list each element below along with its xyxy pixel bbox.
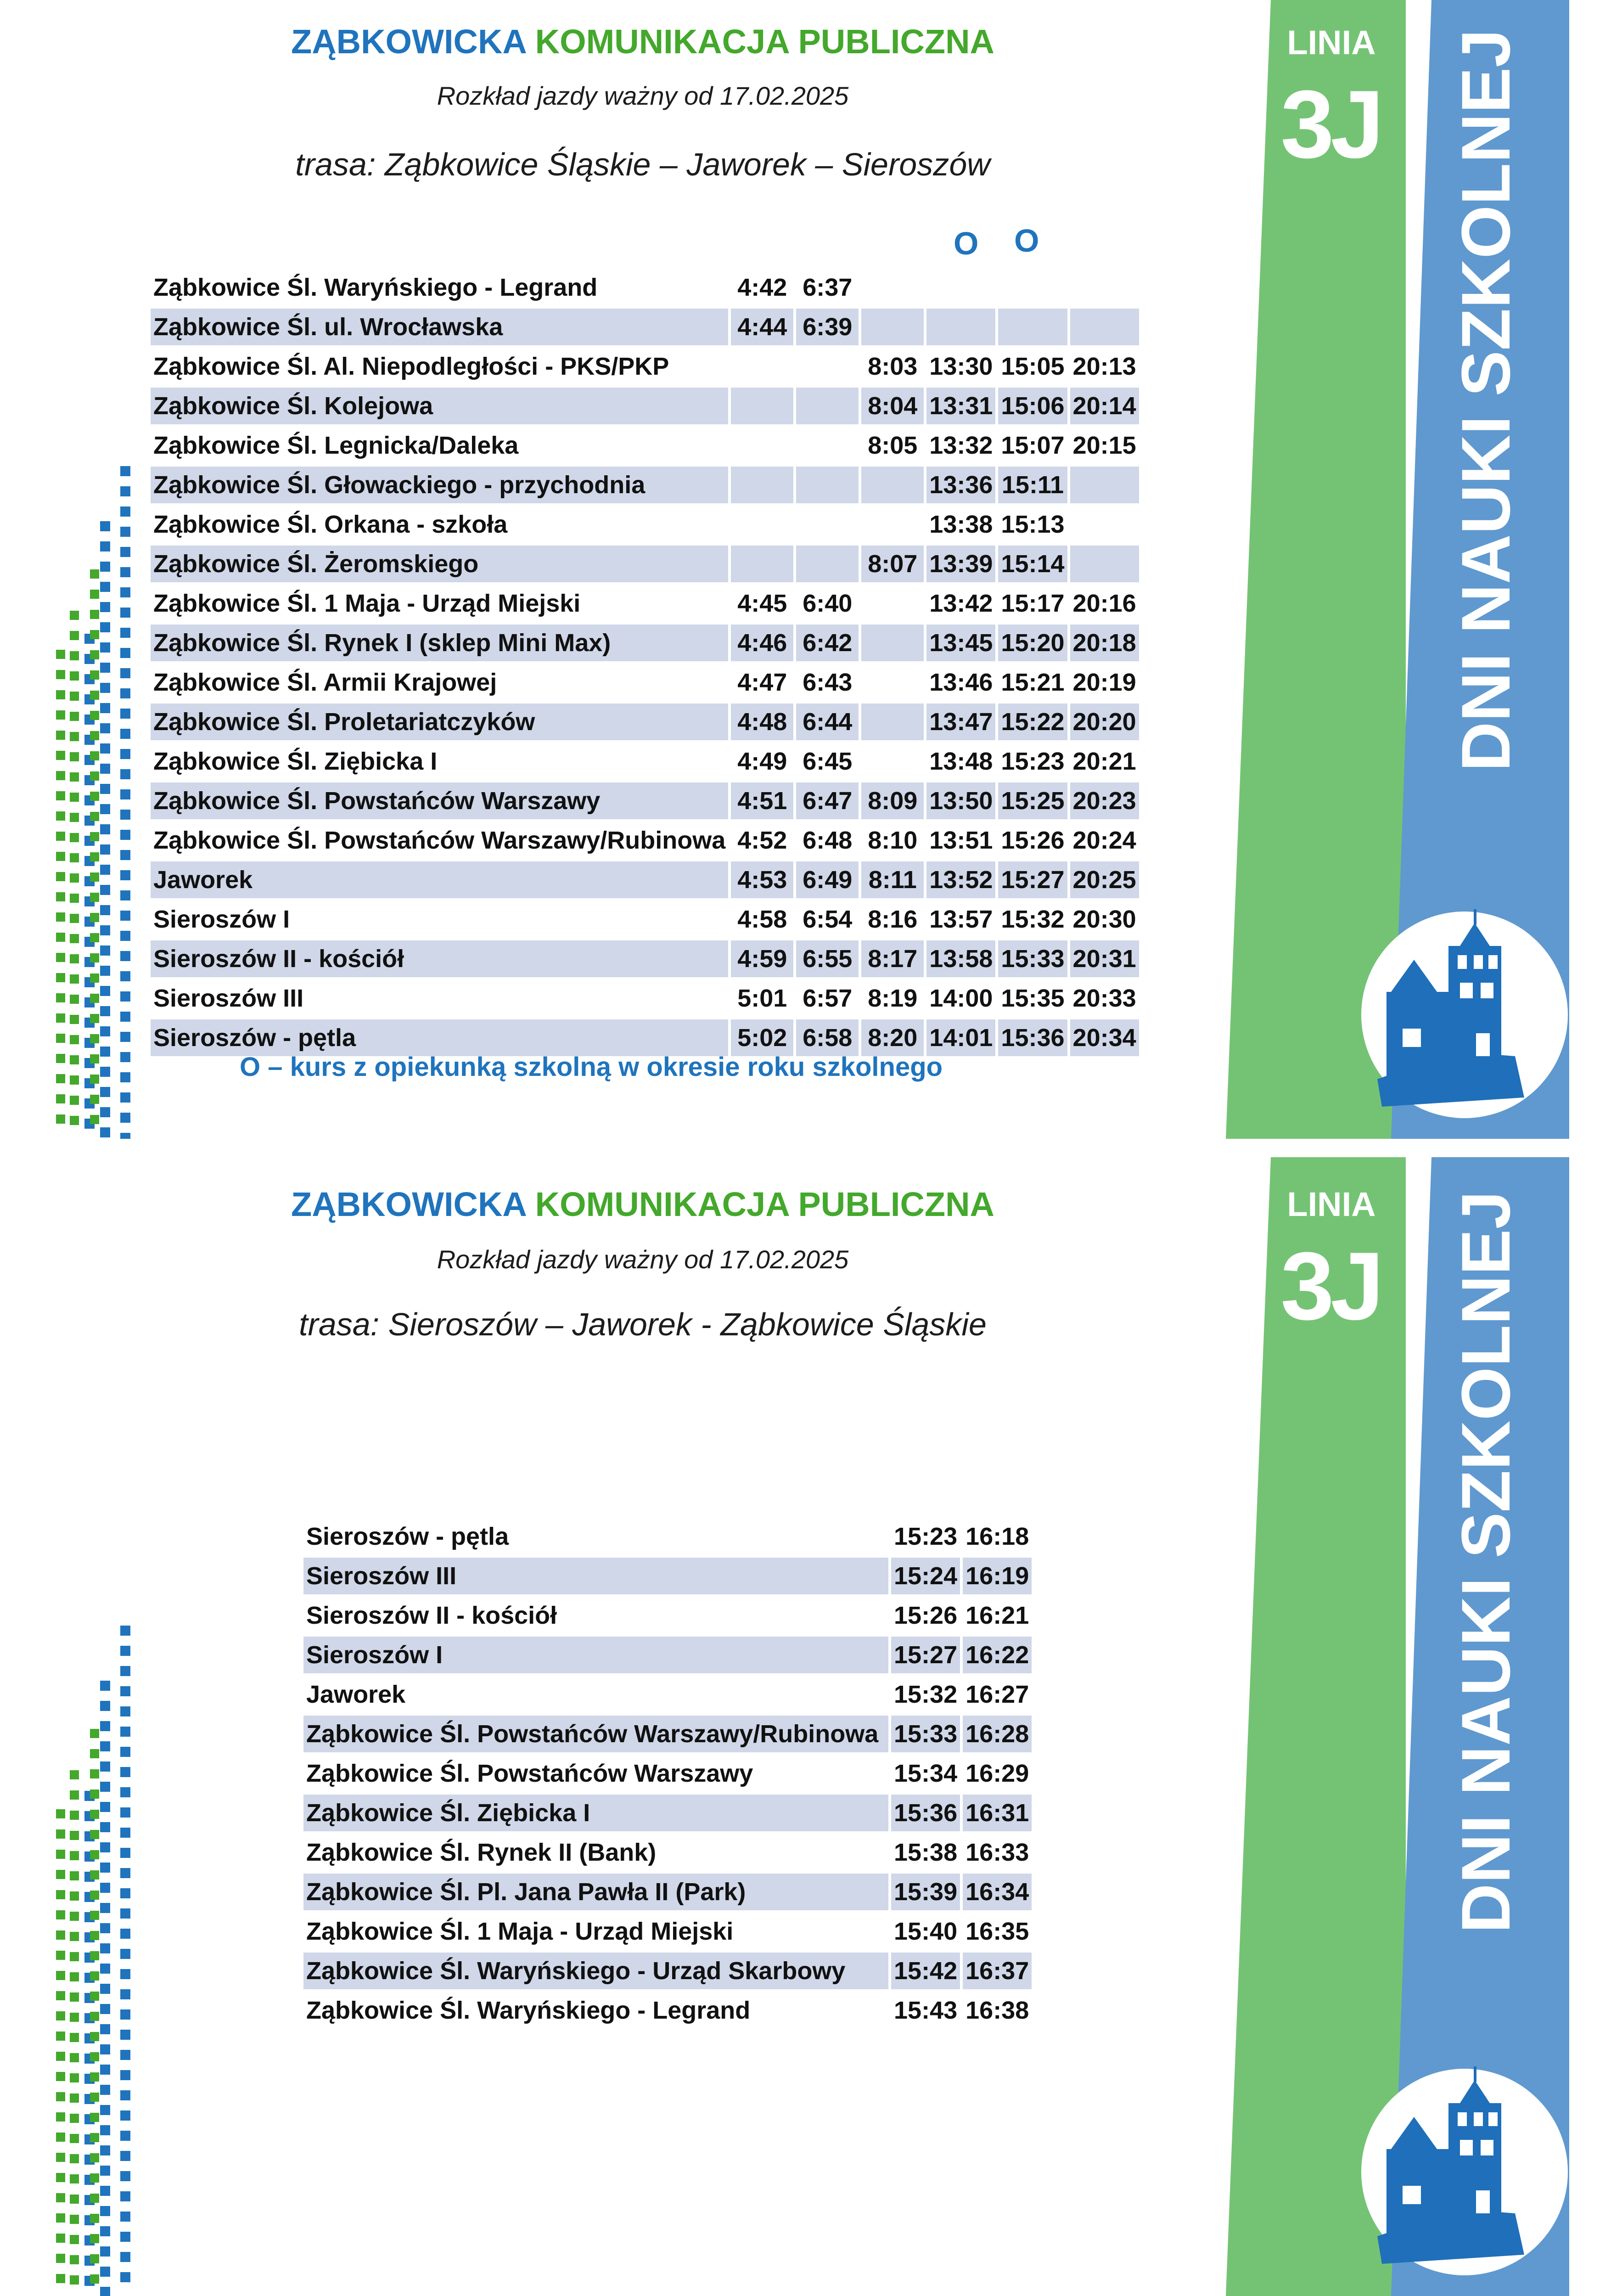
departure-time [795,544,860,584]
stop-name: Sieroszów I [149,900,730,939]
departure-time: 14:00 [925,979,997,1018]
departure-time: 15:23 [890,1517,961,1556]
table-row [149,781,1140,821]
departure-time: 16:22 [961,1635,1033,1675]
departure-time: 13:45 [925,623,997,663]
departure-time: 8:11 [860,860,925,900]
departure-time: 6:49 [795,860,860,900]
departure-time: 4:42 [730,268,795,307]
departure-time: 16:33 [961,1833,1033,1872]
departure-time: 15:39 [890,1872,961,1912]
departure-time: 16:27 [961,1675,1033,1714]
departure-time: 6:40 [795,584,860,623]
departure-time: 16:34 [961,1872,1033,1912]
departure-time: 6:42 [795,623,860,663]
departure-time [795,426,860,465]
departure-time: 8:03 [860,347,925,386]
departure-time: 5:02 [730,1018,795,1058]
table-row [302,1675,1033,1714]
stop-name: Ząbkowice Śl. Ziębicka I [149,742,730,781]
departure-time: 8:17 [860,939,925,979]
departure-time [795,347,860,386]
departure-time [860,623,925,663]
departure-time: 13:52 [925,860,997,900]
agency-title-part2: KOMUNIKACJA PUBLICZNA [535,1185,994,1223]
departure-time: 8:09 [860,781,925,821]
agency-title-part2: KOMUNIKACJA PUBLICZNA [535,23,994,61]
departure-time: 20:33 [1069,979,1140,1018]
stop-name: Ząbkowice Śl. Waryńskiego - Legrand [149,268,730,307]
departure-time: 13:36 [925,465,997,505]
route-description: trasa: Ząbkowice Śląskie – Jaworek – Sieroszów [295,146,990,182]
departure-time [730,386,795,426]
stop-name: Ząbkowice Śl. Legnicka/Daleka [149,426,730,465]
departure-time: 6:39 [795,307,860,347]
timetable-panel-outbound [0,0,1611,1139]
table-row [302,1596,1033,1635]
departure-time: 20:21 [1069,742,1140,781]
departure-time: 15:24 [890,1556,961,1596]
departure-time: 16:19 [961,1556,1033,1596]
line-number: 3J [1280,1232,1381,1340]
table-row [149,426,1140,465]
table-row [302,1872,1033,1912]
departure-time: 16:28 [961,1714,1033,1754]
departure-time: 4:53 [730,860,795,900]
departure-time: 4:47 [730,663,795,702]
table-row [302,1635,1033,1675]
departure-time [860,465,925,505]
timetable-outbound [148,266,1142,1059]
departure-time: 15:32 [890,1675,961,1714]
departure-time: 20:13 [1069,347,1140,386]
agency-title [0,1185,1285,1224]
stop-name: Ząbkowice Śl. Waryńskiego - Urząd Skarbowy [302,1951,890,1991]
departure-time [795,505,860,544]
departure-time: 15:17 [997,584,1068,623]
departure-time: 8:20 [860,1018,925,1058]
departure-time: 13:58 [925,939,997,979]
table-row [149,347,1140,386]
departure-time: 6:55 [795,939,860,979]
departure-time: 15:06 [997,386,1068,426]
table-row [149,544,1140,584]
departure-time: 15:33 [997,939,1068,979]
stop-name: Ząbkowice Śl. Waryńskiego - Legrand [302,1991,890,2030]
departure-time: 6:57 [795,979,860,1018]
stop-name: Jaworek [149,860,730,900]
departure-time: 6:44 [795,702,860,742]
departure-time: 6:58 [795,1018,860,1058]
departure-time: 15:20 [997,623,1068,663]
stop-name: Jaworek [302,1675,890,1714]
departure-time [860,505,925,544]
departure-time: 4:46 [730,623,795,663]
line-number: 3J [1280,70,1381,178]
departure-time: 13:50 [925,781,997,821]
timetable-return [301,1515,1034,2032]
stop-name: Ząbkowice Śl. Powstańców Warszawy/Rubinowa [302,1714,890,1754]
agency-title-part1: ZĄBKOWICKA [291,23,526,61]
stop-name: Sieroszów - pętla [302,1517,890,1556]
course-marker-o: O [1014,223,1039,259]
departure-time: 20:30 [1069,900,1140,939]
departure-time: 6:37 [795,268,860,307]
table-row [149,505,1140,544]
departure-time [1069,544,1140,584]
departure-time: 6:54 [795,900,860,939]
departure-time: 8:19 [860,979,925,1018]
departure-time: 20:15 [1069,426,1140,465]
stop-name: Ząbkowice Śl. Orkana - szkoła [149,505,730,544]
table-row [149,268,1140,307]
departure-time [860,307,925,347]
town-hall-tower-emblem-icon [1322,2062,1598,2296]
departure-time: 6:48 [795,821,860,860]
table-row [149,465,1140,505]
departure-time: 16:18 [961,1517,1033,1556]
departure-time: 4:51 [730,781,795,821]
departure-time [1069,505,1140,544]
stop-name: Sieroszów II - kościół [302,1596,890,1635]
departure-time [860,663,925,702]
departure-time: 13:57 [925,900,997,939]
departure-time: 16:29 [961,1754,1033,1793]
table-row [149,702,1140,742]
stop-name: Sieroszów - pętla [149,1018,730,1058]
departure-time: 15:13 [997,505,1068,544]
departure-time [997,307,1068,347]
departure-time [997,268,1068,307]
validity-subtitle: Rozkład jazdy ważny od 17.02.2025 [437,81,849,110]
departure-time: 15:26 [890,1596,961,1635]
departure-time [860,584,925,623]
line-label: LINIA [1287,1185,1376,1223]
departure-time: 4:44 [730,307,795,347]
departure-time: 15:38 [890,1833,961,1872]
departure-time: 13:38 [925,505,997,544]
agency-title [0,22,1285,61]
departure-time: 6:47 [795,781,860,821]
departure-time: 16:37 [961,1951,1033,1991]
departure-time: 13:39 [925,544,997,584]
departure-time: 15:32 [997,900,1068,939]
departure-time: 13:48 [925,742,997,781]
departure-time: 20:20 [1069,702,1140,742]
departure-time: 15:27 [997,860,1068,900]
departure-time [795,465,860,505]
table-row [149,979,1140,1018]
stop-name: Sieroszów II - kościół [149,939,730,979]
departure-time: 20:24 [1069,821,1140,860]
stop-name: Sieroszów III [302,1556,890,1596]
departure-time [730,347,795,386]
departure-time: 15:36 [997,1018,1068,1058]
departure-time [925,307,997,347]
stop-name: Ząbkowice Śl. Powstańców Warszawy [149,781,730,821]
departure-time: 16:21 [961,1596,1033,1635]
departure-time: 15:33 [890,1714,961,1754]
stop-name: Ząbkowice Śl. ul. Wrocławska [149,307,730,347]
departure-time: 16:38 [961,1991,1033,2030]
departure-time: 4:49 [730,742,795,781]
departure-time: 15:25 [997,781,1068,821]
departure-time [1069,268,1140,307]
stop-name: Ząbkowice Śl. Proletariatczyków [149,702,730,742]
departure-time: 15:07 [997,426,1068,465]
table-row [149,900,1140,939]
departure-time: 15:23 [997,742,1068,781]
departure-time: 8:04 [860,386,925,426]
departure-time [860,742,925,781]
stop-name: Ząbkowice Śl. Ziębicka I [302,1793,890,1833]
departure-time: 8:10 [860,821,925,860]
departure-time [795,386,860,426]
departure-time: 13:42 [925,584,997,623]
departure-time [925,268,997,307]
table-row [149,584,1140,623]
departure-time: 20:34 [1069,1018,1140,1058]
timetable-panel-return [0,1157,1611,2296]
school-days-vertical-label: DNI NAUKI SZKOLNEJ [1447,29,1524,771]
departure-time: 20:25 [1069,860,1140,900]
departure-time: 15:43 [890,1991,961,2030]
departure-time [730,465,795,505]
departure-time: 20:23 [1069,781,1140,821]
departure-time: 13:51 [925,821,997,860]
departure-time [1069,307,1140,347]
stop-name: Ząbkowice Śl. Żeromskiego [149,544,730,584]
departure-time: 15:40 [890,1912,961,1951]
town-hall-tower-emblem-icon [1322,905,1598,1139]
stop-name: Sieroszów I [302,1635,890,1675]
route-description: trasa: Sieroszów – Jaworek - Ząbkowice Śląskie [299,1306,987,1342]
departure-time: 8:05 [860,426,925,465]
table-row [302,1556,1033,1596]
table-row [302,1912,1033,1951]
table-row [149,939,1140,979]
table-row [149,307,1140,347]
school-days-vertical-label: DNI NAUKI SZKOLNEJ [1447,1191,1524,1933]
departure-time: 4:59 [730,939,795,979]
stop-name: Ząbkowice Śl. Powstańców Warszawy/Rubinowa [149,821,730,860]
table-row [149,742,1140,781]
departure-time [730,544,795,584]
departure-time: 15:22 [997,702,1068,742]
table-row [149,821,1140,860]
stop-name: Ząbkowice Śl. Głowackiego - przychodnia [149,465,730,505]
departure-time: 13:31 [925,386,997,426]
departure-time: 4:58 [730,900,795,939]
stop-name: Ząbkowice Śl. Rynek II (Bank) [302,1833,890,1872]
departure-time: 13:32 [925,426,997,465]
departure-time: 15:21 [997,663,1068,702]
stop-name: Ząbkowice Śl. Al. Niepodległości - PKS/PKP [149,347,730,386]
departure-time: 5:01 [730,979,795,1018]
departure-time [860,268,925,307]
departure-time [730,505,795,544]
table-row [302,1754,1033,1793]
departure-time: 13:47 [925,702,997,742]
departure-time: 15:14 [997,544,1068,584]
agency-title-part1: ZĄBKOWICKA [291,1185,526,1223]
stop-name: Ząbkowice Śl. 1 Maja - Urząd Miejski [149,584,730,623]
departure-time: 4:48 [730,702,795,742]
departure-time: 16:35 [961,1912,1033,1951]
departure-time: 20:18 [1069,623,1140,663]
table-row [149,623,1140,663]
departure-time: 15:27 [890,1635,961,1675]
table-row [302,1714,1033,1754]
departure-time: 20:19 [1069,663,1140,702]
stop-name: Ząbkowice Śl. 1 Maja - Urząd Miejski [302,1912,890,1951]
table-row [302,1951,1033,1991]
departure-time: 20:14 [1069,386,1140,426]
departure-time: 8:16 [860,900,925,939]
departure-time: 15:42 [890,1951,961,1991]
stop-name: Ząbkowice Śl. Rynek I (sklep Mini Max) [149,623,730,663]
departure-time: 15:36 [890,1793,961,1833]
departure-time: 14:01 [925,1018,997,1058]
departure-time: 4:45 [730,584,795,623]
line-label: LINIA [1287,23,1376,62]
stop-name: Ząbkowice Śl. Kolejowa [149,386,730,426]
departure-time: 13:30 [925,347,997,386]
departure-time: 15:11 [997,465,1068,505]
departure-time: 16:31 [961,1793,1033,1833]
departure-time: 15:26 [997,821,1068,860]
table-row [302,1991,1033,2030]
validity-subtitle: Rozkład jazdy ważny od 17.02.2025 [437,1245,849,1274]
table-row [149,860,1140,900]
departure-time: 15:05 [997,347,1068,386]
stop-name: Sieroszów III [149,979,730,1018]
departure-time: 20:31 [1069,939,1140,979]
departure-time: 20:16 [1069,584,1140,623]
departure-time: 6:43 [795,663,860,702]
departure-time: 13:46 [925,663,997,702]
departure-time: 4:52 [730,821,795,860]
stop-name: Ząbkowice Śl. Pl. Jana Pawła II (Park) [302,1872,890,1912]
table-row [149,663,1140,702]
stop-name: Ząbkowice Śl. Armii Krajowej [149,663,730,702]
departure-time: 8:07 [860,544,925,584]
departure-time: 6:45 [795,742,860,781]
stop-name: Ząbkowice Śl. Powstańców Warszawy [302,1754,890,1793]
table-row [302,1517,1033,1556]
departure-time: 15:34 [890,1754,961,1793]
table-row [302,1833,1033,1872]
departure-time: 15:35 [997,979,1068,1018]
departure-time [1069,465,1140,505]
departure-time [730,426,795,465]
course-marker-o: O [954,225,979,261]
legend-note: O – kurs z opiekunką szkolną w okresie roku szkolnego [240,1052,943,1082]
table-row [149,386,1140,426]
table-row [302,1793,1033,1833]
departure-time [860,702,925,742]
